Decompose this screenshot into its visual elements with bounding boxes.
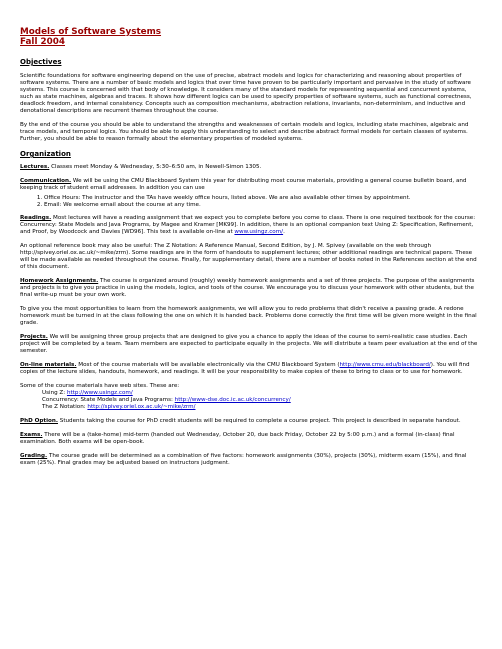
phd-option-paragraph: [20, 418, 480, 425]
website-item: [20, 397, 291, 403]
objectives-paragraph-2: By the end of the course you should be able to understand the strengths and weaknesses of certain models and logics, including state machines, algebraic and trace models, and temporal logics. You should be able to apply this understanding to select and describe abstract formal models for certain classes of systems. Further, you should be able to reason formally about the elementary properties of modeled systems.: [20, 122, 469, 142]
website-link[interactable]: http://www.usingz.com/: [66, 390, 133, 396]
optional-reference-paragraph: An optional reference book may also be useful: The Z Notation: A Reference Manual, Second Edition, by J. M. Spivey (available on the web through http://spivey.oriel.ox.ac.uk/~mike/zrm). Some readings are in the form of handouts to supplement lectures; other additional readings are technical papers. These will be made available as needed throughout the course. Finally, for supplementary detail, there are a number of books noted in the References section at the end of this document.: [20, 243, 477, 270]
websites-intro: Some of the course materials have web sites. These are:: [20, 383, 180, 389]
grading-paragraph: [20, 453, 480, 467]
blackboard-link[interactable]: http://www.cmu.edu/blackboard/: [339, 362, 431, 368]
readings-paragraph: [20, 215, 480, 236]
list-item: 2. Email: We welcome email about the course at any time.: [44, 202, 480, 209]
websites-block: [20, 383, 480, 411]
course-term: Fall 2004: [20, 37, 66, 47]
projects-label: Projects.: [20, 334, 48, 340]
online-label: On-line materials.: [20, 362, 77, 368]
projects-paragraph: [20, 334, 480, 355]
online-text: Most of the course materials will be available electronically via the CMU Blackboard System (: [76, 362, 340, 368]
readings-end: .: [283, 229, 285, 235]
redo-paragraph: To give you the most opportunities to learn from the homework assignments, we will allow you to redo problems that didn't receive a passing grade. A redone homework must be turned in at the class following the one on which it is handed back. Problems done correctly the first time will be given more weight in the final grade.: [20, 306, 477, 326]
online-after: ). You will find copies of the lecture slides, handouts, homework, and readings. It will be your responsibility to make copies of these to bring to class or to use for homework.: [20, 362, 470, 375]
website-label: Using Z:: [42, 390, 67, 396]
organization-heading: Organization: [20, 150, 71, 158]
communication-list: [20, 195, 480, 209]
exams-label: Exams.: [20, 432, 43, 438]
projects-text: We will be assigning three group projects that are designed to give you a chance to apply the ideas of the course to semi-realistic case studies. Each project will be completed by a team. Team members are expected to participate equally in the projects. We will distribute a team peer evaluation at the end of the semester.: [20, 334, 478, 354]
homework-paragraph: [20, 278, 480, 299]
website-item: [20, 404, 195, 410]
website-link[interactable]: http://spivey.oriel.ox.ac.uk/~mike/zrm/: [87, 404, 196, 410]
course-title: Models of Software Systems: [20, 27, 162, 37]
objectives-heading: Objectives: [20, 58, 62, 66]
usingz-link[interactable]: www.usingz.com/: [234, 229, 284, 235]
homework-label: Homework Assignments.: [20, 278, 99, 284]
grading-label: Grading.: [20, 453, 48, 459]
website-label: The Z Notation:: [42, 404, 88, 410]
website-label: Concurrency: State Models and Java Programs:: [42, 397, 175, 403]
lectures-label: Lectures.: [20, 164, 50, 170]
lectures-paragraph: [20, 164, 480, 171]
phd-text: Students taking the course for PhD credit students will be required to complete a course project. This project is described in separate handout.: [57, 418, 461, 424]
communication-label: Communication.: [20, 178, 72, 184]
phd-label: PhD Option.: [20, 418, 58, 424]
readings-label: Readings.: [20, 215, 52, 221]
exams-paragraph: [20, 432, 480, 446]
readings-text: Most lectures will have a reading assignment that we expect you to complete before you come to class. There is one required textbook for the course: Concurrency: State Models and Java Programs, by Magee and Kramer [MK99]. In addition, there is an optional companion text Using Z: Specification, Refinement, and Proof, by Woodcock and Davies [WD96]. This text is available on-line at: [20, 215, 476, 235]
list-item: 1. Office Hours: The instructor and the TAs have weekly office hours, listed above. We are also available other times by appointment.: [44, 195, 480, 202]
exams-text: There will be a (take-home) mid-term (handed out Wednesday, October 20, due back Friday, October 22 by 5:00 p.m.) and a formal (in-class) final examination. Both exams will be open-book.: [20, 432, 455, 445]
communication-paragraph: [20, 178, 480, 192]
grading-text: The course grade will be determined as a combination of five factors: homework assignments (30%), projects (30%), midterm exam (15%), and final exam (25%). Final grades may be adjusted based on instructors judgment.: [20, 453, 467, 466]
website-item: [20, 390, 133, 396]
communication-text: We will be using the CMU Blackboard System this year for distributing most course materials, providing a general course bulletin board, and keeping track of student email addresses. In addition you can use: [20, 178, 467, 191]
objectives-paragraph-1: Scientific foundations for software engineering depend on the use of precise, abstract models and logics for characterizing and reasoning about properties of software systems. There are a number of basic models and logics that over time have proven to be particularly important and pervasive in the study of software systems. This course is concerned with that body of knowledge. It considers many of the standard models for representing sequential and concurrent systems, such as state machines, algebras and traces. It shows how different logics can be used to specify properties of software systems, such as functional correctness, deadlock freedom, and internal consistency. Concepts such as composition mechanisms, abstraction relations, invariants, non-determinism, and inductive and denotational descriptions are recurrent themes throughout the course.: [20, 73, 472, 114]
homework-text: The course is organized around (roughly) weekly homework assignments and a set of three projects. The purpose of the assignments and projects is to give you practice in using the models, logics, and tools of the course. We encourage you to discuss your homework with other students, but the final write-up must be your own work.: [20, 278, 475, 298]
online-materials-paragraph: [20, 362, 480, 376]
website-link[interactable]: http://www-dse.doc.ic.ac.uk/concurrency/: [174, 397, 291, 403]
lectures-text: Classes meet Monday & Wednesday, 5:30–6:50 am, in Newell-Simon 1305.: [49, 164, 262, 170]
